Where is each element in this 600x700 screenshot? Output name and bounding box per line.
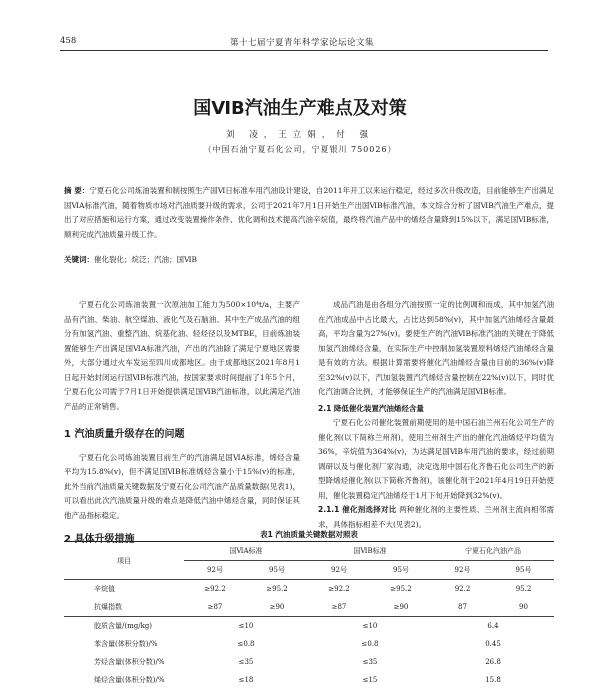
row-label: 苯含量(体积分数)/% bbox=[94, 640, 158, 648]
table-row bbox=[64, 653, 554, 671]
page-header bbox=[60, 34, 548, 51]
paragraph-text: 两种催化剂的主要性质、兰州剂主流向相邻需求，具体指标相差不大(见表2)。 bbox=[318, 505, 555, 529]
table-cell: ≤35 bbox=[238, 658, 254, 666]
left-column bbox=[64, 298, 300, 548]
conference-name: 第十七届宁夏青年科学家论坛论文集 bbox=[230, 38, 375, 48]
paragraph: 宁夏石化公司催化装置前期使用的是中国石油兰州石化公司生产的催化剂(以下简称兰州剂)，使用兰州剂生产出的催化汽油烯烃平均值为36%，辛烷值为364%(v)，为达满足国ⅥB车用汽油的要求，经过前期调研以及与催化剂厂家沟通，决定选用中国石化齐鲁石化公司生产的新型降烯烃催化剂(以下简称齐鲁剂)，该催化剂于2021年4月19日开始使用，催化装置稳定汽油烯烃于1月下旬开始降到32%(v)。 bbox=[318, 418, 554, 500]
affiliation: （中国石油宁夏石化公司，宁夏银川 750026） bbox=[203, 145, 397, 154]
row-label: 抗爆指数 bbox=[64, 598, 184, 617]
abstract-label: 摘 要： bbox=[64, 186, 90, 195]
table-cell: ≥87 bbox=[184, 598, 246, 617]
keywords-text: 催化裂化；烷泛；汽油；国ⅥB bbox=[94, 255, 198, 264]
table-cell: ≥95.2 bbox=[390, 585, 412, 593]
table-cell: ≤0.8 bbox=[237, 640, 255, 648]
table-cell: ≥90 bbox=[370, 598, 432, 617]
row-label: 烯烃含量(体积分数)/% bbox=[94, 676, 165, 684]
subsection-heading: 2.1 降低催化装置汽油烯烃含量 bbox=[318, 403, 424, 413]
table-cell: ≤10 bbox=[238, 622, 254, 630]
grade-header: 95号 bbox=[246, 561, 308, 580]
table-header-item: 项目 bbox=[64, 542, 184, 580]
table-cell: 92.2 bbox=[454, 585, 471, 593]
table-row bbox=[64, 580, 554, 599]
table-cell: 95.2 bbox=[515, 585, 532, 593]
section-heading: 2 具体升级措施 bbox=[64, 534, 135, 545]
grade-header: 92号 bbox=[308, 561, 370, 580]
table-cell: ≤15 bbox=[362, 676, 378, 684]
abstract-text: 宁夏石化公司炼油装置和制按照生产国Ⅵ日标准车用汽油设计建设，自2011年开工以来运行稳定，经过多次升级改造，目前能够生产出满足国ⅥA标准汽油，随着物质市场对汽油质要升级的需求，公司于2021年7月1日开始生产出国ⅥB标准汽油，本文综合分析了国ⅥB汽油生产难点，提出了对应措施和运行方案，通过改变装置操作条件、优化调和技术提高汽油辛烷值，最终将汽油产品中的烯烃含量降到15%以下，满足国ⅥB标准，顺利完成汽油质量升级工作。 bbox=[64, 186, 554, 239]
table-header-std-a: 国ⅥA标准 bbox=[184, 542, 308, 561]
page-number: 458 bbox=[60, 36, 77, 46]
table-cell: ≤18 bbox=[238, 676, 254, 684]
grade-header: 95号 bbox=[370, 561, 432, 580]
table-header-std-b: 国ⅥB标准 bbox=[308, 542, 432, 561]
paragraph: 宁夏石化公司炼油装置目前生产的汽油满足国ⅥA标准，烯烃含量平均为15.8%(v)，但不满足国ⅥB标准烯烃含量小于15%(v)的标准，此外当前汽油质量关键数据及宁夏石化公司汽油产品质量数据(见表1)，可以看出此次汽油质量升级的难点是降低汽油中烯烃含量，同时保证其他产品指标稳定。 bbox=[64, 452, 300, 520]
table-cell: ≥92.2 bbox=[328, 585, 350, 593]
table-cell: 87 bbox=[432, 598, 493, 617]
row-label: 胶质含量/(mg/kg) bbox=[94, 622, 153, 630]
table-caption: 表1 汽油质量关键数据对照表 bbox=[260, 530, 358, 539]
right-column bbox=[318, 298, 554, 532]
row-label: 辛烷值 bbox=[94, 585, 115, 593]
table-cell: 90 bbox=[493, 598, 554, 617]
keywords-label: 关键词： bbox=[64, 255, 94, 264]
table-row bbox=[64, 598, 554, 617]
paragraph: 成品汽油是由各组分汽油按照一定的比例调和而成，其中加氢汽油在汽油成品中占比最大，占比达到58%(v)，其中加氢汽油烯烃含量最高，平均含量为27%(v)。要使生产的汽油ⅥB标准汽油的关键在于降低加氢汽油烯烃含量，在实际生产中控制加氢装置原料烯烃汽油烯烃含量是有效的方法。根据计算需要将催化汽油烯烃含量由目前的36%(v)降至32%(v)以下，汽加氢装置汽汽烯烃含量控制在22%(v)以下，同时优化汽油调合比例，才能够保证生产的汽油满足国ⅥB标准。 bbox=[318, 300, 554, 396]
table-cell: ≥92.2 bbox=[204, 585, 226, 593]
table-cell: ≥87 bbox=[308, 598, 370, 617]
abstract bbox=[64, 184, 554, 242]
grade-header: 95号 bbox=[493, 561, 554, 580]
grade-header: 92号 bbox=[432, 561, 493, 580]
table-cell: ≤35 bbox=[362, 658, 378, 666]
table-cell: ≤10 bbox=[362, 622, 378, 630]
table-row bbox=[64, 617, 554, 636]
table-cell: 26.8 bbox=[485, 658, 501, 666]
section-heading: 1 汽油质量升级存在的问题 bbox=[64, 429, 185, 440]
table-cell: ≥95.2 bbox=[266, 585, 288, 593]
article-title: 国ⅥB汽油生产难点及对策 bbox=[193, 98, 407, 119]
grade-header: 92号 bbox=[184, 561, 246, 580]
authors: 刘 凌，王立娟，付 强 bbox=[226, 130, 374, 140]
table-cell: ≤0.8 bbox=[361, 640, 379, 648]
table-cell: 15.8 bbox=[485, 676, 501, 684]
table-cell: ≥90 bbox=[246, 598, 308, 617]
data-table bbox=[64, 541, 554, 689]
row-label: 芳烃含量(体积分数)/% bbox=[94, 658, 165, 666]
paragraph: 宁夏石化公司炼油装置一次原油加工能力为500×10⁴t/a，主要产品有汽油、柴油、航空煤油、液化气及石脑油、其中生产成品汽油的组分有加氢汽油、重整汽油、烷基化油、轻烃径以及MTBE，目前炼油装置能够生产出满足国ⅥA标准汽油，产出的汽油除了满足宁夏地区需要外，大部分通过火车发运至四川成都地区。由于成都地区2021年8月1日起开始封闭运行国ⅥB标准汽油，按国家要求时间提前了1年5个月，宁夏石化公司需于7月1日开始提供满足国ⅥB汽油标准，以此满足汽油产品的正常销售。 bbox=[64, 300, 300, 411]
table-row bbox=[64, 635, 554, 653]
table-header-product: 宁夏石化汽油产品 bbox=[432, 542, 554, 561]
subsection-heading: 2.1.1 催化剂选择对比 bbox=[318, 505, 397, 514]
paragraph bbox=[318, 503, 554, 532]
keywords bbox=[64, 254, 554, 265]
table-row bbox=[64, 671, 554, 689]
table-cell: 6.4 bbox=[487, 622, 499, 630]
table-cell: 0.45 bbox=[485, 640, 501, 648]
